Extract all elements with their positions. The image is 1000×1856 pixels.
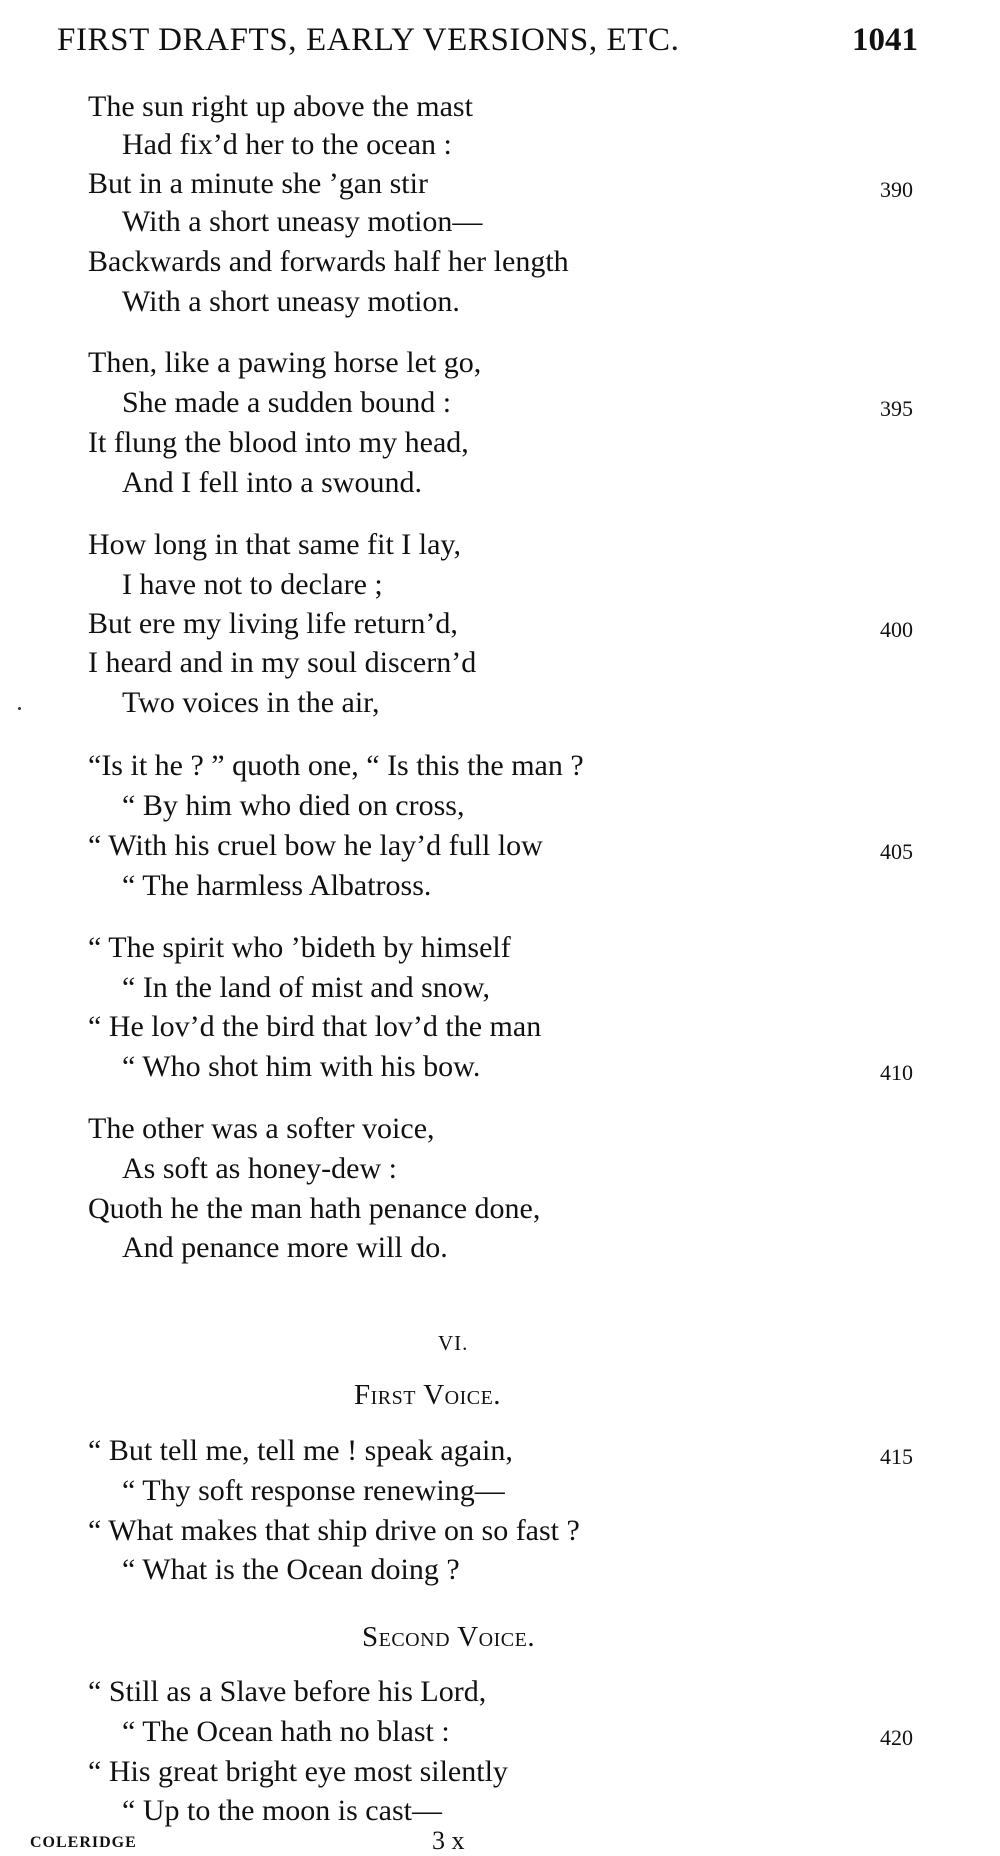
footer-author: COLERIDGE (30, 1834, 137, 1851)
verse-line: “ The spirit who ’bideth by himself (88, 931, 511, 964)
verse-line: “ His great bright eye most silently (88, 1755, 508, 1788)
line-number: 420 (880, 1725, 913, 1750)
verse-line: “ The harmless Albatross. (122, 869, 432, 902)
verse-line: She made a sudden bound : (122, 386, 452, 419)
verse-line: Quoth he the man hath penance done, (88, 1192, 541, 1225)
verse-line: “ But tell me, tell me ! speak again, (88, 1434, 513, 1467)
verse-line: “ Up to the moon is cast— (122, 1794, 442, 1827)
verse-line: How long in that same fit I lay, (88, 528, 461, 561)
page-number: 1041 (852, 22, 918, 58)
verse-line: “ Who shot him with his bow. (122, 1050, 481, 1083)
verse-line: The sun right up above the mast (88, 90, 473, 123)
verse-line: I have not to declare ; (122, 568, 383, 601)
verse-line: It flung the blood into my head, (88, 426, 469, 459)
verse-line: Two voices in the air, (122, 686, 380, 719)
verse-line: “ What makes that ship drive on so fast ? (88, 1514, 580, 1547)
line-number: 415 (880, 1444, 913, 1469)
verse-line: As soft as honey-dew : (122, 1152, 397, 1185)
stray-mark (18, 707, 21, 710)
speaker-heading-second: Second Voice. (362, 1621, 536, 1653)
verse-line: But ere my living life return’d, (88, 607, 458, 640)
verse-line: With a short uneasy motion— (122, 205, 483, 238)
verse-line: “ Thy soft response renewing— (122, 1474, 505, 1507)
verse-line: Then, like a pawing horse let go, (88, 346, 482, 379)
verse-line: Backwards and forwards half her length (88, 245, 569, 278)
verse-line: “Is it he ? ” quoth one, “ Is this the man ? (88, 749, 584, 782)
speaker-heading-first: First Voice. (354, 1379, 502, 1411)
line-number: 390 (880, 177, 913, 202)
verse-line: The other was a softer voice, (88, 1112, 435, 1145)
verse-line: “ He lov’d the bird that lov’d the man (88, 1010, 542, 1043)
line-number: 400 (880, 617, 913, 642)
verse-line: “ The Ocean hath no blast : (122, 1715, 450, 1748)
line-number: 395 (880, 396, 913, 421)
verse-line: I heard and in my soul discern’d (88, 646, 477, 679)
verse-line: “ With his cruel bow he lay’d full low (88, 829, 543, 862)
verse-line: “ Still as a Slave before his Lord, (88, 1675, 487, 1708)
line-number: 410 (880, 1060, 913, 1085)
verse-line: And penance more will do. (122, 1231, 448, 1264)
line-number: 405 (880, 839, 913, 864)
verse-line: “ What is the Ocean doing ? (122, 1553, 460, 1586)
verse-line: “ By him who died on cross, (122, 789, 465, 822)
running-head-title: FIRST DRAFTS, EARLY VERSIONS, ETC. (57, 22, 680, 58)
verse-line: And I fell into a swound. (122, 466, 422, 499)
verse-line: But in a minute she ’gan stir (88, 167, 428, 200)
section-number: VI. (438, 1331, 469, 1355)
footer-signature: 3 x (432, 1826, 465, 1855)
verse-line: “ In the land of mist and snow, (122, 971, 490, 1004)
verse-line: Had fix’d her to the ocean : (122, 128, 452, 161)
verse-line: With a short uneasy motion. (122, 285, 460, 318)
